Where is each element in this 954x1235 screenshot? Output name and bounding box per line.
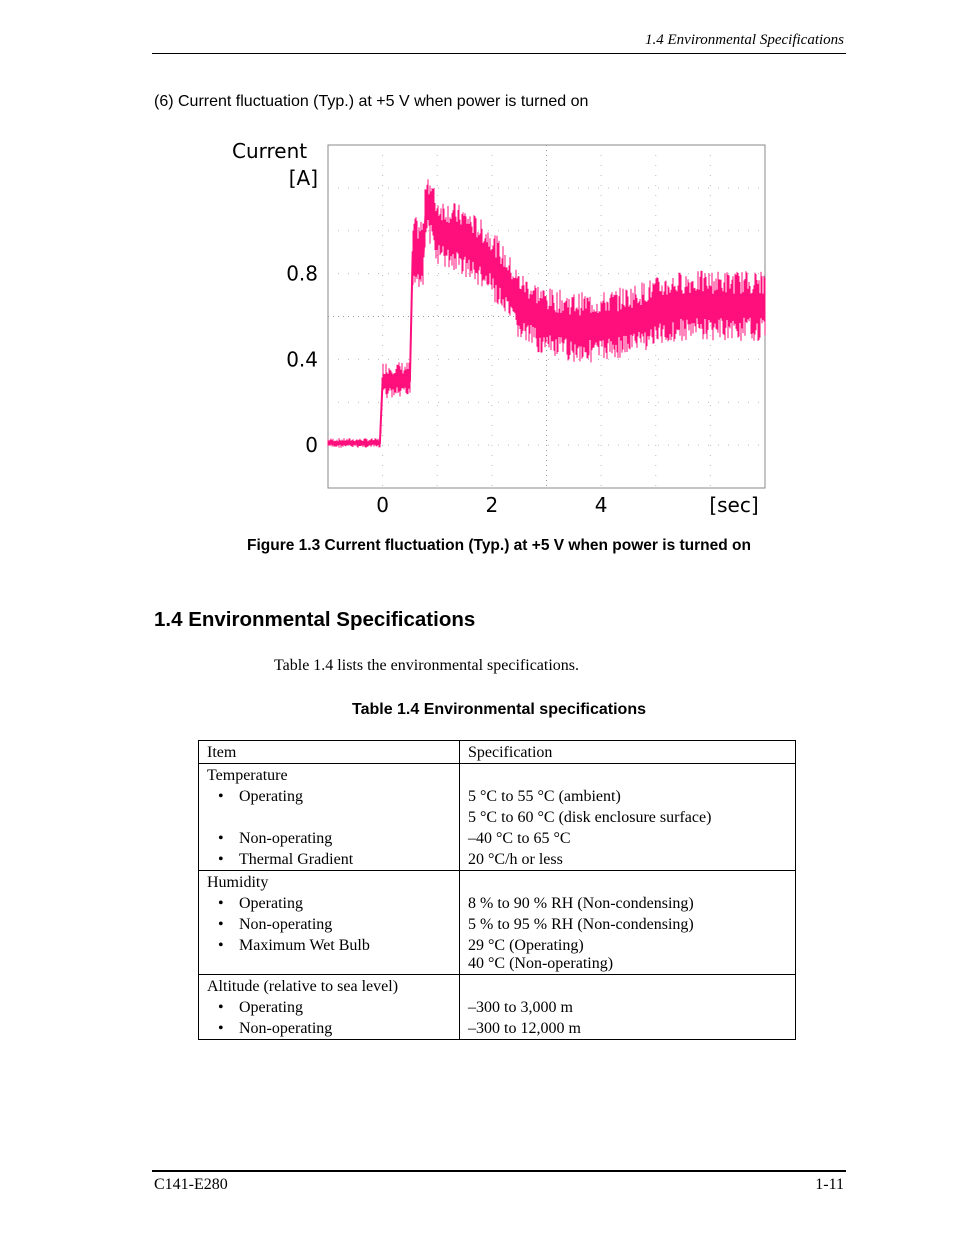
- footer-page-number: 1-11: [815, 1176, 844, 1193]
- figure-subheading: (6) Current fluctuation (Typ.) at +5 V when power is turned on: [154, 93, 589, 110]
- figure-caption: Figure 1.3 Current fluctuation (Typ.) at +5 V when power is turned on: [247, 537, 751, 554]
- x-axis-unit-label: [sec]: [709, 493, 759, 517]
- list-item: • Non-operating: [218, 830, 333, 847]
- y-tick-label: 0: [305, 433, 318, 458]
- spec-value: –300 to 3,000 m: [468, 999, 573, 1016]
- table-header-row: [199, 741, 796, 764]
- list-item: • Non-operating: [218, 916, 333, 933]
- item-label: Humidity: [207, 874, 269, 891]
- section-intro: Table 1.4 lists the environmental specifications.: [274, 657, 580, 674]
- spec-cell: [460, 764, 796, 871]
- bullet-icon: •: [218, 895, 224, 912]
- table-row-temperature: [199, 764, 796, 871]
- item-cell: [199, 975, 460, 1040]
- list-item: • Thermal Gradient: [218, 851, 354, 868]
- list-item: • Operating: [218, 788, 303, 805]
- spec-value: 29 °C (Operating): [468, 937, 584, 954]
- section-heading: 1.4 Environmental Specifications: [154, 608, 476, 631]
- spec-value: 8 % to 90 % RH (Non-condensing): [468, 895, 694, 912]
- x-tick-label: 2: [485, 493, 499, 517]
- spec-value: 20 °C/h or less: [468, 851, 563, 868]
- bullet-icon: •: [218, 999, 224, 1016]
- table-caption: Table 1.4 Environmental specifications: [351, 701, 646, 718]
- running-header: 1.4 Environmental Specifications: [645, 32, 844, 48]
- bullet-icon: •: [218, 937, 224, 954]
- y-tick-label: 0.8: [286, 261, 318, 286]
- spec-value: –40 °C to 65 °C: [468, 830, 571, 847]
- bullet-icon: •: [218, 830, 224, 847]
- footer-doc-id: C141-E280: [154, 1176, 228, 1193]
- header-item: Item: [199, 741, 460, 764]
- header-specification: Specification: [460, 741, 796, 764]
- bullet-icon: •: [218, 788, 224, 805]
- bullet-icon: •: [218, 1020, 224, 1037]
- spec-cell: [460, 871, 796, 975]
- list-item: • Operating: [218, 895, 303, 912]
- x-tick-label: 0: [376, 493, 389, 517]
- list-item: • Non-operating: [218, 1020, 333, 1037]
- item-cell: [199, 764, 460, 871]
- item-label: Altitude (relative to sea level): [207, 978, 399, 995]
- x-tick-labels: [376, 493, 607, 517]
- current-chart: [215, 130, 775, 525]
- x-tick-label: 4: [594, 493, 608, 517]
- environmental-spec-table: [198, 740, 796, 1040]
- spec-value: –300 to 12,000 m: [468, 1020, 581, 1037]
- y-axis-label-line1: Current: [232, 139, 308, 163]
- footer-rule: [152, 1170, 846, 1172]
- spec-value: 5 % to 95 % RH (Non-condensing): [468, 916, 694, 933]
- bullet-icon: •: [218, 851, 224, 868]
- spec-cell: [460, 975, 796, 1040]
- item-label: Temperature: [207, 767, 288, 784]
- spec-value: 5 °C to 55 °C (ambient): [468, 788, 621, 805]
- item-cell: [199, 871, 460, 975]
- spec-value: 40 °C (Non-operating): [468, 955, 614, 972]
- bullet-icon: •: [218, 916, 224, 933]
- table-row-altitude: [199, 975, 796, 1040]
- list-item: • Operating: [218, 999, 303, 1016]
- table-row-humidity: [199, 871, 796, 975]
- y-axis-label-line2: [A]: [288, 166, 318, 190]
- y-tick-label: 0.4: [286, 347, 318, 372]
- header-rule: [152, 53, 846, 54]
- spec-value: 5 °C to 60 °C (disk enclosure surface): [468, 809, 712, 826]
- y-tick-labels: [286, 262, 318, 458]
- list-item: • Maximum Wet Bulb: [218, 937, 370, 954]
